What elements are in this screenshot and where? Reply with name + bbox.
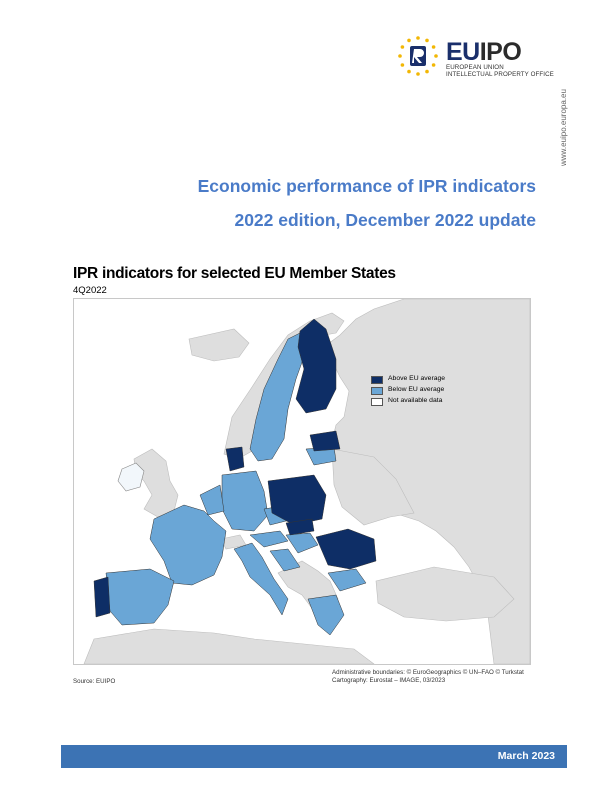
- netherlands-belgium: [200, 485, 224, 515]
- report-title: Economic performance of IPR indicators: [197, 176, 536, 196]
- euipo-wordmark: EUIPO: [446, 38, 522, 66]
- legend-swatch-above: [371, 376, 383, 384]
- iceland-region: [189, 329, 249, 361]
- croatia-slovenia: [270, 549, 300, 571]
- report-edition: 2022 edition, December 2022 update: [234, 210, 536, 230]
- source-note: Source: EUIPO: [73, 678, 116, 685]
- figure-title: IPR indicators for selected EU Member States: [73, 265, 396, 282]
- logo-subtitle: EUROPEAN UNION INTELLECTUAL PROPERTY OFFICE: [446, 64, 554, 79]
- lithuania: [310, 431, 340, 451]
- austria: [250, 531, 288, 547]
- footer-bar: [61, 745, 567, 768]
- germany: [222, 471, 268, 531]
- bulgaria: [328, 569, 366, 591]
- footer-date: March 2023: [497, 750, 555, 762]
- euipo-logo: [396, 34, 561, 80]
- eu-stars-emblem-icon: [396, 34, 440, 78]
- legend-swatch-below: [371, 387, 383, 395]
- portugal: [94, 577, 110, 617]
- legend-swatch-na: [371, 398, 383, 406]
- hungary: [286, 533, 318, 553]
- greece: [308, 595, 344, 635]
- denmark: [226, 447, 244, 471]
- romania: [316, 529, 376, 569]
- website-url[interactable]: www.euipo.europa.eu: [559, 89, 568, 166]
- map-credits: Administrative boundaries: © EuroGeographics © UN–FAO © Turkstat Cartography: Eurostat – IMAGE, 03/2023: [332, 669, 524, 684]
- map-canvas: [74, 299, 530, 664]
- ireland: [118, 463, 144, 491]
- spain: [106, 569, 174, 625]
- france: [150, 505, 226, 585]
- figure-period: 4Q2022: [73, 285, 107, 296]
- europe-map: Above EU average Below EU average Not available data: [73, 298, 531, 665]
